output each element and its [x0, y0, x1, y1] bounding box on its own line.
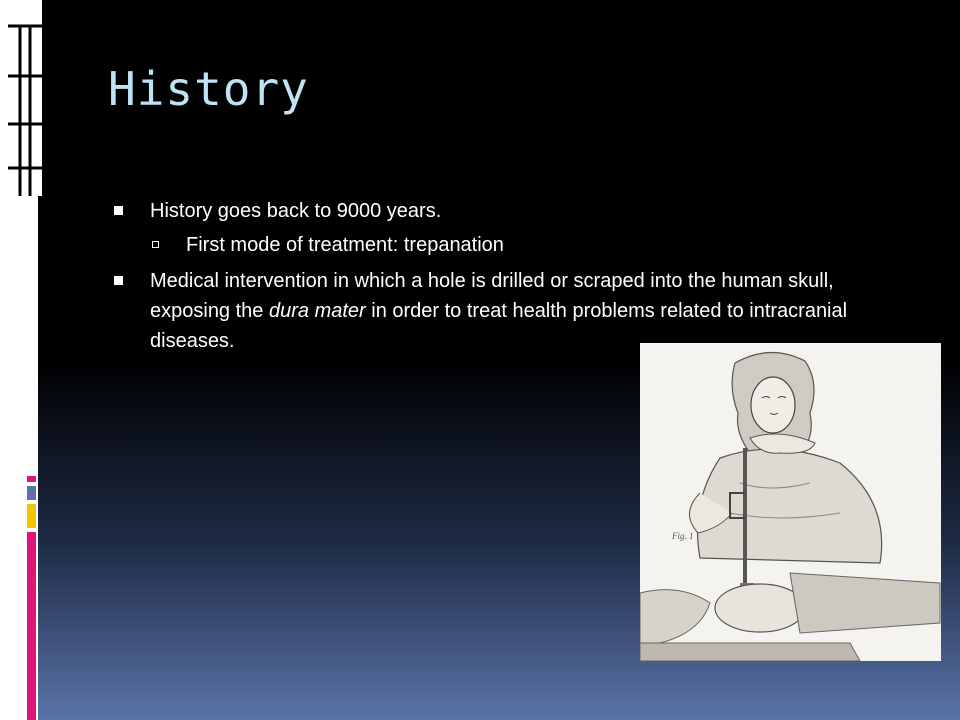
decor-block-blue [27, 486, 36, 500]
decor-block-gold [27, 504, 36, 528]
sub-bullet-text: First mode of treatment: trepanation [186, 234, 504, 256]
figure-caption: Fig. 1 [672, 531, 694, 541]
bullet-item-1 [114, 196, 874, 226]
square-bullet-icon [114, 276, 123, 285]
italic-term: dura mater [268, 300, 366, 322]
engraving-image [640, 343, 941, 661]
square-bullet-icon [114, 206, 123, 215]
decor-block-pink-top [27, 476, 36, 482]
trepanation-illustration [640, 343, 941, 661]
decor-block-pink-bottom [27, 532, 36, 720]
sub-bullet-item [114, 230, 874, 260]
bullet-text-body: Medical intervention in which a hole is drilled or scraped into the human skull, exposing the dura mater in order to treat health problems related to intracranial diseases. [150, 270, 848, 352]
bullet-text: History goes back to 9000 years. [150, 200, 442, 222]
decor-grid-icon [8, 0, 42, 196]
bullet-list [114, 196, 874, 356]
slide-title: History [108, 62, 309, 116]
hollow-square-bullet-icon [152, 241, 159, 248]
